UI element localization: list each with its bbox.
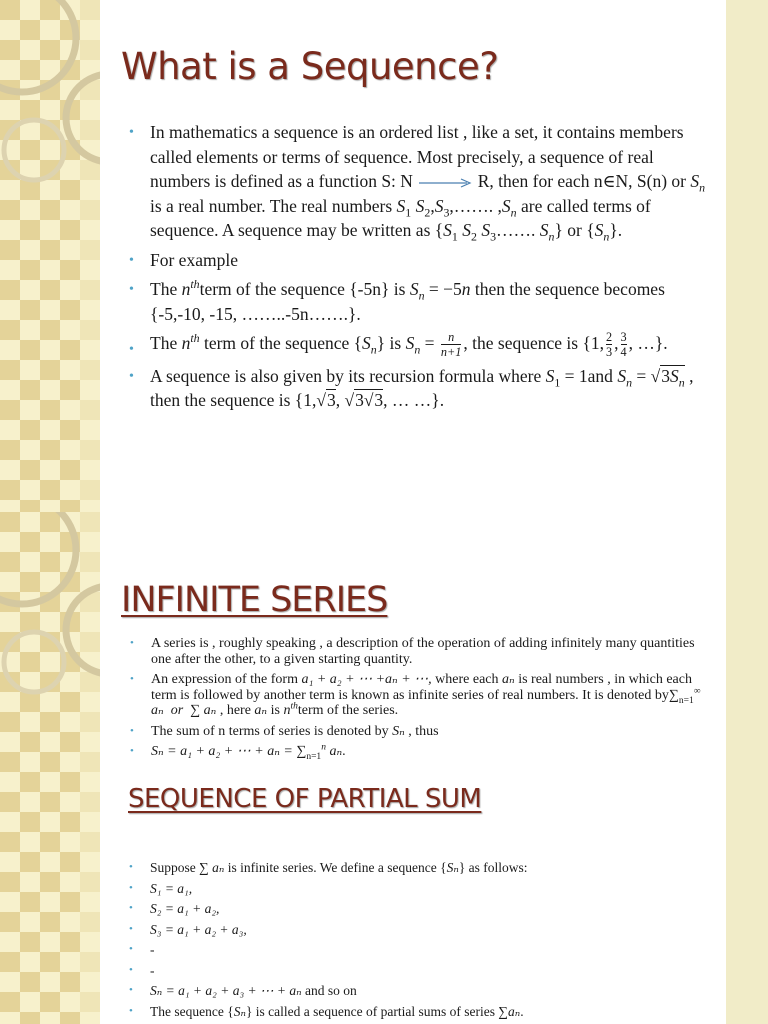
list-item: • - [129,962,155,978]
list-item: • A series is , roughly speaking , a description of the operation of adding infinitely many quantities one after the other, to a given starting quantity. [130,636,695,667]
list-item: • For example [150,248,710,273]
decorative-checker-strip [0,0,100,512]
square-root: 3√3 [355,390,384,411]
section-title: INFINITE SERIES [121,580,388,620]
list-item: • Sₙ = a₁ + a₂ + ⋯ + $a_n = \sum_{n=1}^n$ aₙ. [130,742,346,762]
list-item: • S₂ = a₁ + a₂, [129,901,220,916]
series-bullet-list [130,636,711,765]
bullet-icon: • [130,745,134,757]
decorative-checker-strip [0,512,100,1024]
fraction: $\frac{n}{n+1}$ [440,330,462,359]
list-item: • Sₙ = a₁ + a₂ + a₃ + ⋯ + aₙ and so on [129,983,357,998]
bullet-icon: • [129,902,133,914]
list-item: • The sum of n terms of series is denoted by Sₙ , thus [130,723,439,739]
list-item: • In mathematics a sequence is an ordered list , like a set, it contains members called elements or terms of sequence. Most precisely, a sequence of real numbers is defined as a function S: N R, then for each n∈N, S(n) or $S_n$ is a real number. The real numbers $S_1$ $S_2,S_3,\dots\dots$. $,S_n$ are called terms of sequence. A sequence may be written as {$S_1$ $S_2$ $S_3\dots\dots$. $S_n$} or $\{S_n\}$. [129,122,706,244]
list-item: • The sequence {Sₙ} is called a sequence of partial sums of series ∑aₙ. [129,1003,524,1019]
sequence-bullet-list [129,120,710,418]
list-item: • A sequence is also given by its recursion formula where $S_1 = 1and$ $S_n = √3S_n$ , then the sequence is {1,√3, √3√3, … …}. [129,365,694,411]
bullet-icon: • [129,368,134,384]
fraction: $\frac{2}{3}$ [606,330,613,359]
bullet-icon: • [129,282,134,297]
slide-infinite-series [0,512,726,1024]
bullet-icon: • [129,963,133,976]
list-item: • - [129,942,155,957]
list-item: • The $n^{th}term$ of the sequence {-5n} is $S_n = -5n$ then the sequence becomes {-5,-10, -15, ……..-5n…….}. [129,277,665,324]
list-item: • The $n^{th}$ term of the sequence $\{S_n\}$ is $S_n = \frac{n}{n+1}$ , the sequence is {1, $\frac{2}{3}$ , $\frac{3}{4}$ , …}. [150,331,710,359]
list-item: • An expression of the form a₁ + a₂ + ⋯ +aₙ + ⋯, where each aₙ is real numbers , in which each term is followed by another term is known as infinite series of real numbers. It is denoted $by\sum_{n=1}^\infty$ aₙ or ∑ aₙ , here aₙ is $n^{th}term$ of the series. [130,672,701,718]
bullet-icon: • [130,724,134,737]
bullet-icon: • [129,252,134,268]
bullet-icon: • [129,125,134,140]
bullet-icon: • [129,1004,133,1017]
partial-sum-bullet-list [129,860,710,1024]
bullet-icon: • [129,984,133,996]
right-border [726,0,768,1024]
bullet-icon: • [129,922,133,935]
bullet-icon: • [129,943,133,955]
slide-title: What is a Sequence? [121,45,499,88]
fraction: $\frac{3}{4}$ [620,330,627,359]
bullet-icon: • [129,342,134,357]
bullet-icon: • [129,861,133,873]
bullet-icon: • [130,673,134,685]
bullet-icon: • [129,881,133,894]
list-item: • S₃ = a₁ + a₂ + a₃, [129,921,247,937]
slide-sequence [0,0,726,512]
section-title: SEQUENCE OF PARTIAL SUM [128,784,482,814]
list-item: • Suppose ∑ aₙ is infinite series. We define a sequence {Sₙ} as follows: [129,860,528,875]
list-item: • S₁ = a₁, [129,880,193,896]
square-root: $3S_n$ [661,365,685,390]
arrow-icon [417,178,473,188]
bullet-icon: • [130,637,134,649]
